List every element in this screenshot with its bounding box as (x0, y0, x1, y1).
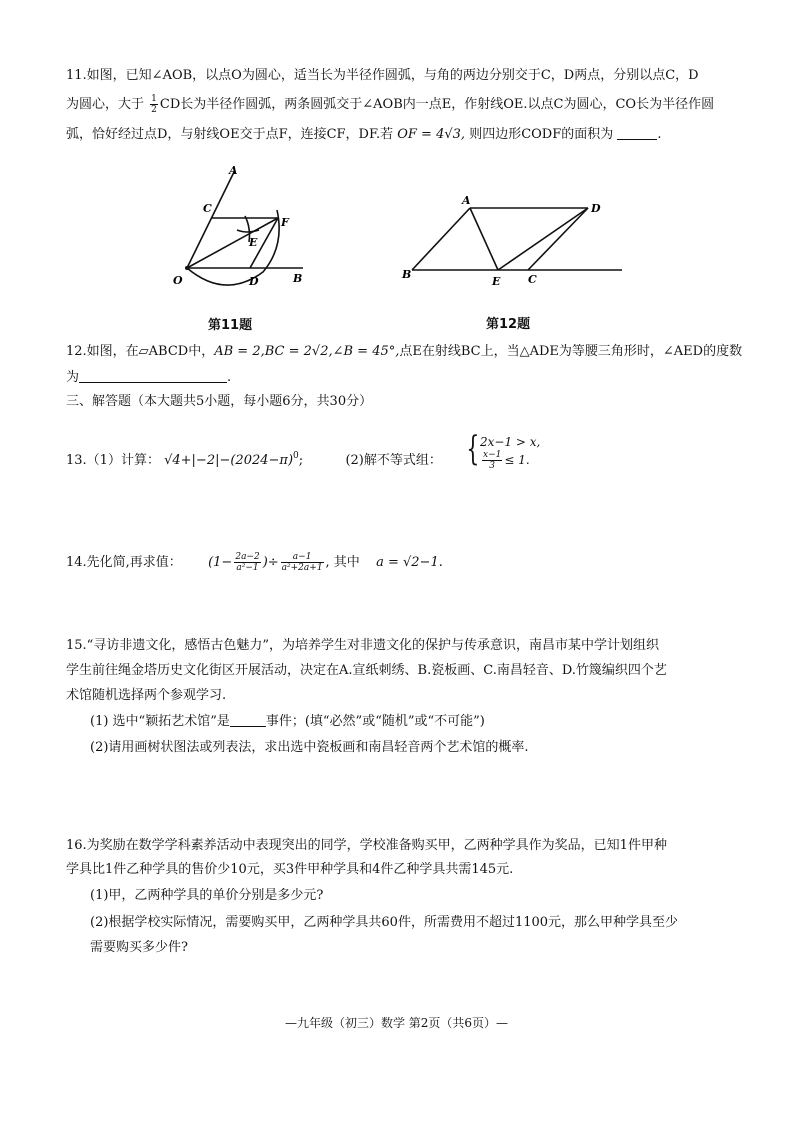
q11-text-a: 为圆心，大于 (66, 97, 145, 112)
q11-fraction: $\frac{1}{2}$ (151, 94, 157, 115)
q12-text-c: 为 (66, 370, 80, 385)
q12-answer-blank (79, 382, 227, 383)
label-d: D (249, 275, 259, 288)
ray-oa (187, 170, 235, 268)
q15-part-1: (1) 选中“颖拓艺术馆”是 事件；(填“必然”或“随机”或“不可能”) (90, 714, 485, 729)
segment-ab (412, 208, 470, 270)
segment-ae (470, 208, 498, 270)
q15-answer-blank (230, 726, 266, 727)
q11-period: . (657, 127, 662, 142)
q15-part-2: (2)请用画树状图法或列表法，求出选中瓷板画和南昌轻音两个艺术馆的概率. (90, 740, 529, 755)
label-b: B (402, 268, 412, 281)
q11-line-3 (66, 125, 662, 145)
label-o: O (173, 274, 183, 287)
q11-equation: OF = 4√3, (397, 127, 466, 142)
caption-figure-11: 第11题 (208, 318, 253, 333)
label-a: A (462, 194, 471, 207)
q12-text-b: 点E在射线BC上，当△ADE为等腰三角形时，∠AED的度数 (399, 344, 743, 359)
q12-line-1 (66, 342, 742, 362)
q13-semicolon: ; (298, 453, 304, 468)
q11-text-d: 则四边形CODF的面积为 (469, 127, 614, 142)
label-d: D (591, 202, 601, 215)
label-f: F (281, 216, 289, 229)
q14-open: (1− (208, 555, 233, 570)
q16-line-2: 学具比1件乙种学具的售价少10元，买3件甲种学具和4件乙种学具共需145元. (66, 862, 514, 877)
figure-11 (165, 160, 315, 295)
q16-line-1: 16.为奖励在数学学科素养活动中表现突出的同学，学校准备购买甲，乙两种学具作为奖品，已知1件甲种 (66, 838, 667, 853)
arc-e-1 (237, 230, 259, 232)
q14-value: a = √2−1. (376, 555, 443, 570)
q14-line (66, 552, 443, 573)
q15-line-3: 术馆随机选择两个参观学习. (66, 688, 227, 703)
q14-label: 14.先化简,再求值： (66, 555, 182, 570)
q11-answer-blank (617, 139, 657, 140)
figure-12 (398, 190, 628, 290)
q12-equation: AB = 2,BC = 2√2,∠B = 45°, (214, 344, 400, 359)
segment-cd (528, 208, 588, 270)
q13-inequality-system (466, 429, 541, 471)
q14-fraction-2: $\frac{a-1}{\text{a²+2a+1}}$ (281, 552, 323, 573)
label-e: E (249, 236, 258, 249)
q11-text-b: CD长为半径作圆弧，两条圆弧交于∠AOB内一点E，作射线OE.以点C为圆心，CO长为半径作圆 (159, 97, 715, 112)
q16-part-2-line-2: 需要购买多少件? (90, 940, 188, 955)
label-c: C (528, 273, 537, 286)
q16-part-2-line-1: (2)根据学校实际情况，需要购买甲，乙两种学具共60件，所需费用不超过1100元，那么甲种学具至少 (90, 915, 679, 930)
label-c: C (203, 202, 212, 215)
q13-exponent: 0 (293, 451, 299, 461)
q13-inequality-2: $\frac{x-1}{3}$ ≤ 1. (483, 450, 530, 471)
arc-cod (187, 210, 279, 285)
segment-ed (498, 208, 588, 270)
q11-line-1: 11.如图，已知∠AOB，以点O为圆心，适当长为半径作圆弧，与角的两边分别交于C，D两点，分别以点C，D (66, 68, 699, 83)
q14-close: )÷ (262, 555, 279, 570)
q13-line (66, 446, 442, 471)
q13-inequality-1: 2x−1 > x, (480, 435, 541, 449)
q13-part2-label: (2)解不等式组： (345, 453, 442, 468)
brace: { (466, 429, 480, 469)
q11-text-c: 弧，恰好经过点D，与射线OE交于点F，连接CF，DF.若 (66, 127, 394, 142)
q12-period: . (227, 370, 232, 385)
label-a: A (229, 164, 238, 177)
q14-text-b: , 其中 (325, 555, 360, 570)
q15-line-1: 15.“寻访非遗文化，感悟古色魅力”，为培养学生对非遗文化的保护与传承意识，南昌市某中学计划组织 (66, 638, 659, 653)
label-e: E (492, 275, 501, 288)
page-footer: —九年级（初三）数学 第2页（共6页）— (284, 1016, 509, 1030)
q11-line-2 (66, 94, 714, 115)
q12-text-a: 12.如图，在▱ABCD中， (66, 344, 215, 359)
q12-line-2 (66, 368, 231, 388)
q16-part-1: (1)甲，乙两种学具的单价分别是多少元? (90, 888, 324, 903)
caption-figure-12: 第12题 (486, 317, 531, 332)
label-b: B (293, 272, 303, 285)
q13-part1-label: 13.（1）计算： (66, 453, 160, 468)
q14-fraction-1: $\frac{2a-2}{\text{a²−1}}$ (235, 552, 260, 573)
q13-expression: √4+|−2|−(2024−π) (164, 453, 294, 468)
q15-line-2: 学生前往绳金塔历史文化街区开展活动，决定在A.宣纸刺绣、B.瓷板画、C.南昌轻音、D.竹篾编织四个艺 (66, 663, 667, 678)
section-3-heading: 三、解答题（本大题共5小题，每小题6分，共30分） (66, 394, 373, 409)
